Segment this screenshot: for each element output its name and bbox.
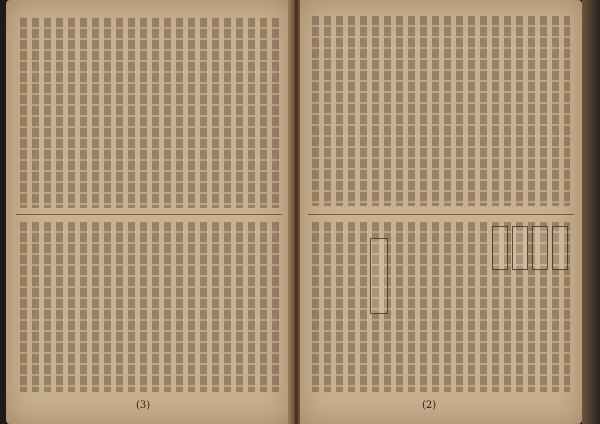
left-page-top-text [20,18,280,208]
page-number: (3) [136,400,151,411]
boxed-heading [532,226,548,270]
boxed-heading [370,238,388,314]
right-page [300,0,582,424]
boxed-heading [512,226,528,270]
book-edge [582,0,600,424]
text-columns [20,18,280,208]
left-page-bottom-text [20,222,280,392]
boxed-heading [552,226,568,270]
page-number: (2) [422,400,437,411]
text-columns [312,16,570,206]
section-divider [308,214,574,215]
boxed-heading [492,226,508,270]
text-columns [20,222,280,392]
section-divider [16,214,282,215]
left-page [6,0,290,424]
right-page-top-text [312,16,570,206]
